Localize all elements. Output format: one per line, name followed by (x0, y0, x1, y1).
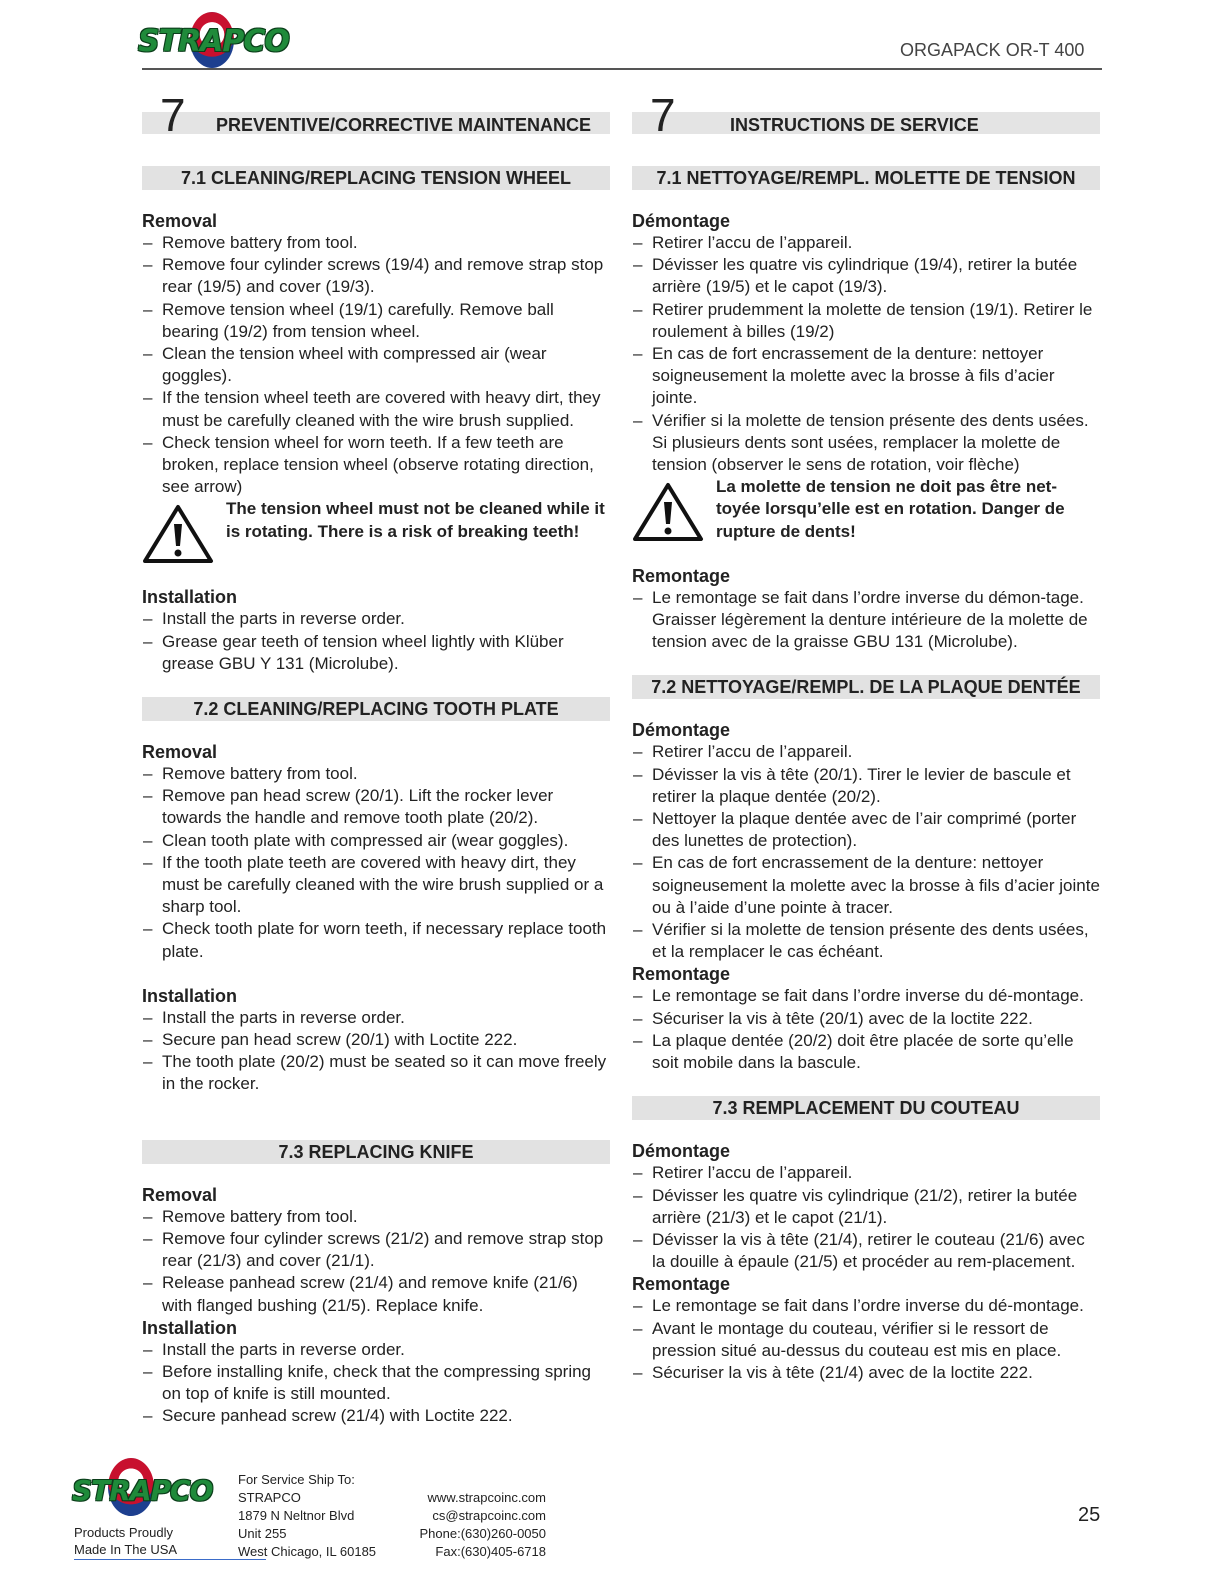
installation-steps (142, 1007, 610, 1096)
section-title: 7.2 CLEANING/REPLACING TOOTH PLATE (142, 697, 610, 721)
warning-block (632, 476, 1100, 543)
street-address: 1879 N Neltnor Blvd (238, 1508, 355, 1523)
website-link[interactable]: www.strapcoinc.com (427, 1490, 546, 1505)
installation-steps (142, 608, 610, 675)
installation-heading: Installation (142, 587, 238, 608)
list-item: – Install the parts in reverse order. (142, 1007, 610, 1029)
email-link[interactable]: cs@strapcoinc.com (432, 1508, 546, 1523)
removal-heading: Démontage (632, 211, 731, 231)
logo-text: STRAPCO (138, 24, 289, 59)
list-item: – La plaque dentée (20/2) doit être placée de sorte qu’elle soit mobile dans la bascule. (632, 1030, 1100, 1074)
list-item: – If the tension wheel teeth are covered with heavy dirt, they must be carefully cleaned with the wire brush supplied. (142, 387, 610, 431)
chapter-heading-fr (632, 89, 1100, 141)
list-item: – En cas de fort encrassement de la denture: nettoyer soigneusement la molette avec la brosse à fils d’acier jointe ou à l’aide d’une pointe à tracer. (632, 852, 1100, 919)
warning-triangle-icon (142, 504, 214, 564)
warning-block (142, 498, 610, 564)
list-item: – Release panhead screw (21/4) and remove knife (21/6) with flanged bushing (21/5). Replace knife. (142, 1272, 610, 1316)
removal-steps (632, 232, 1100, 476)
footer-tagline (74, 1524, 177, 1558)
french-column (632, 90, 1100, 1384)
warning-text: La molette de tension ne doit pas être net-toyée lorsqu’elle est en rotation. Danger de rupture de dents! (716, 477, 1065, 541)
list-item: – Le remontage se fait dans l’ordre inverse du dé-montage. (632, 1295, 1100, 1317)
list-item: – Remove battery from tool. (142, 763, 610, 785)
header-divider (142, 68, 1102, 70)
list-item: – Avant le montage du couteau, vérifier si le ressort de pression situé au-dessus du couteau est mis en place. (632, 1318, 1100, 1362)
list-item: – Le remontage se fait dans l’ordre inverse du dé-montage. (632, 985, 1100, 1007)
list-item: – Secure panhead screw (21/4) with Loctite 222. (142, 1405, 610, 1427)
list-item: – Remove battery from tool. (142, 232, 610, 254)
removal-heading: Removal (142, 742, 218, 763)
list-item: – Secure pan head screw (20/1) with Loctite 222. (142, 1029, 610, 1051)
installation-heading: Installation (142, 985, 238, 1006)
phone-number: Phone:(630)260-0050 (419, 1526, 546, 1541)
removal-steps (142, 232, 610, 498)
footer-logo-text: STRAPCO (72, 1474, 213, 1507)
service-address (238, 1471, 376, 1561)
chapter-number: 7 (160, 89, 186, 141)
list-item: – Retirer l’accu de l’appareil. (632, 1162, 1100, 1184)
ship-to-label: For Service Ship To: (238, 1472, 355, 1487)
unit-number: Unit 255 (238, 1526, 287, 1541)
list-item: – Clean the tension wheel with compressed air (wear goggles). (142, 343, 610, 387)
list-item: – Dévisser les quatre vis cylindrique (19/4), retirer la butée arrière (19/5) et le capot (19/3). (632, 254, 1100, 298)
removal-steps (632, 1162, 1100, 1273)
list-item: – Remove tension wheel (19/1) carefully. Remove ball bearing (19/2) from tension wheel. (142, 299, 610, 343)
installation-steps (632, 1295, 1100, 1384)
removal-steps (632, 741, 1100, 963)
list-item: – Install the parts in reverse order. (142, 1339, 610, 1361)
chapter-title: INSTRUCTIONS DE SERVICE (730, 115, 979, 135)
fax-number: Fax:(630)405-6718 (435, 1544, 546, 1559)
installation-steps (142, 1339, 610, 1428)
installation-steps (632, 587, 1100, 654)
list-item: – Sécuriser la vis à tête (21/4) avec de la loctite 222. (632, 1362, 1100, 1384)
list-item: – Install the parts in reverse order. (142, 608, 610, 630)
list-item: – Sécuriser la vis à tête (20/1) avec de la loctite 222. (632, 1008, 1100, 1030)
warning-text: The tension wheel must not be cleaned while it is rotating. There is a risk of breaking teeth! (226, 499, 605, 541)
installation-heading: Remontage (632, 964, 731, 985)
list-item: – Clean tooth plate with compressed air (wear goggles). (142, 830, 610, 852)
page-number: 25 (1078, 1504, 1101, 1526)
list-item: – Vérifier si la molette de tension présente des dents usées, et la remplacer le cas échéant. (632, 919, 1100, 963)
list-item: – Grease gear teeth of tension wheel lightly with Klüber grease GBU Y 131 (Microlube). (142, 631, 610, 675)
city-state-zip: West Chicago, IL 60185 (238, 1544, 377, 1559)
tagline-line: Products Proudly (74, 1525, 173, 1540)
removal-heading: Démontage (632, 720, 731, 741)
section-title: 7.1 NETTOYAGE/REMPL. MOLETTE DE TENSION (632, 166, 1100, 190)
company-name: STRAPCO (238, 1490, 301, 1505)
list-item: – Check tooth plate for worn teeth, if necessary replace tooth plate. (142, 918, 610, 962)
list-item: – Remove battery from tool. (142, 1206, 610, 1228)
list-item: – If the tooth plate teeth are covered with heavy dirt, they must be carefully cleaned with the wire brush supplied or a sharp tool. (142, 852, 610, 919)
list-item: – Check tension wheel for worn teeth. If a few teeth are broken, replace tension wheel (observe rotating direction, see arrow) (142, 432, 610, 499)
chapter-title: PREVENTIVE/CORRECTIVE MAINTENANCE (216, 115, 592, 135)
list-item: – Vérifier si la molette de tension présente des dents usées. Si plusieurs dents sont usées, remplacer la molette de tension (observer le sens de rotation, voir flèche) (632, 410, 1100, 477)
list-item: – Dévisser la vis à tête (20/1). Tirer le levier de bascule et retirer la plaque dentée (20/2). (632, 764, 1100, 808)
removal-heading: Démontage (632, 1141, 731, 1162)
list-item: – Nettoyer la plaque dentée avec de l’air comprimé (porter des lunettes de protection). (632, 808, 1100, 852)
section-title: 7.3 REMPLACEMENT DU COUTEAU (632, 1096, 1100, 1120)
removal-steps (142, 1206, 610, 1317)
list-item: – Remove four cylinder screws (21/2) and remove strap stop rear (21/3) and cover (21/1). (142, 1228, 610, 1272)
strapco-logo (138, 10, 289, 72)
installation-heading: Installation (142, 1317, 238, 1338)
warning-triangle-icon (632, 482, 704, 542)
list-item: – Retirer l’accu de l’appareil. (632, 741, 1100, 763)
section-title: 7.2 NETTOYAGE/REMPL. DE LA PLAQUE DENTÉE (632, 675, 1100, 699)
list-item: – Retirer prudemment la molette de tension (19/1). Retirer le roulement à billes (19/2) (632, 299, 1100, 343)
list-item: – Remove four cylinder screws (19/4) and remove strap stop rear (19/5) and cover (19/3). (142, 254, 610, 298)
chapter-heading-en (142, 89, 610, 141)
removal-heading: Removal (142, 1184, 218, 1205)
english-column (142, 90, 610, 1428)
section-title: 7.1 CLEANING/REPLACING TENSION WHEEL (142, 166, 610, 190)
removal-heading: Removal (142, 211, 218, 231)
list-item: – Le remontage se fait dans l’ordre inverse du démon-tage. Graisser légèrement la denture intérieure de la molette de tension avec de la graisse GBU 131 (Microlube). (632, 587, 1100, 654)
contact-info (400, 1489, 546, 1561)
section-title: 7.3 REPLACING KNIFE (142, 1140, 610, 1164)
installation-heading: Remontage (632, 565, 731, 586)
footer-logo (72, 1458, 213, 1518)
tagline-line: Made In The USA (74, 1542, 178, 1557)
list-item: – Before installing knife, check that the compressing spring on top of knife is still mounted. (142, 1361, 610, 1405)
document-model: ORGAPACK OR-T 400 (900, 40, 1085, 60)
installation-heading: Remontage (632, 1274, 731, 1295)
list-item: – Remove pan head screw (20/1). Lift the rocker lever towards the handle and remove tooth plate (20/2). (142, 785, 610, 829)
list-item: – En cas de fort encrassement de la denture: nettoyer soigneusement la molette avec la brosse à fils d’acier jointe. (632, 343, 1100, 410)
chapter-number: 7 (650, 89, 676, 141)
installation-steps (632, 985, 1100, 1074)
list-item: – Retirer l’accu de l’appareil. (632, 232, 1100, 254)
list-item: – Dévisser la vis à tête (21/4), retirer le couteau (21/6) avec la douille à épaule (21/5) et procéder au rem-placement. (632, 1229, 1100, 1273)
removal-steps (142, 763, 610, 963)
list-item: – Dévisser les quatre vis cylindrique (21/2), retirer la butée arrière (21/3) et le capot (21/1). (632, 1185, 1100, 1229)
list-item: – The tooth plate (20/2) must be seated so it can move freely in the rocker. (142, 1051, 610, 1095)
